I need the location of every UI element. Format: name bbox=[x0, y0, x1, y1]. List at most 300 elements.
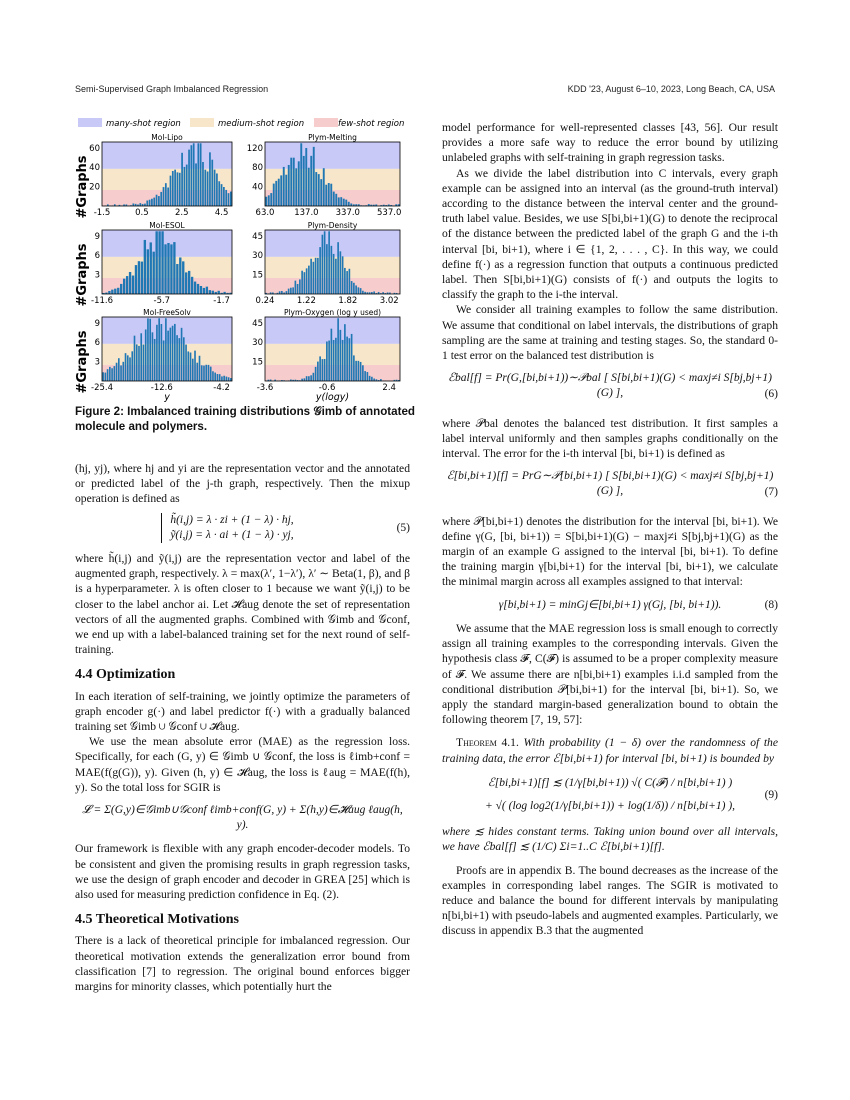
x-tick-label: 1.22 bbox=[296, 296, 316, 306]
histogram-bar bbox=[109, 367, 111, 381]
y-tick-label: 3 bbox=[94, 270, 100, 281]
histogram-bar bbox=[326, 341, 328, 381]
histogram-bar bbox=[326, 244, 328, 294]
histogram-bar bbox=[337, 242, 339, 294]
x-tick-label: 63.0 bbox=[255, 208, 275, 218]
histogram-bar bbox=[362, 365, 364, 381]
region-few bbox=[265, 190, 400, 206]
left-para-5: Our framework is flexible with any graph encoder-decoder models. To be consistent and given the promising results in graph regression tasks, we use the design of graph encoder and decoder in GREA [25] which is also used for measuring prediction confidence in Eq. (2). bbox=[75, 842, 410, 902]
histogram-bar bbox=[165, 183, 167, 206]
histogram-bar bbox=[138, 261, 140, 294]
histogram-bar bbox=[331, 246, 333, 294]
histogram-bar bbox=[325, 185, 327, 206]
histogram-bar bbox=[193, 143, 195, 206]
histogram-bar bbox=[192, 359, 194, 381]
histogram-bar bbox=[183, 337, 185, 381]
histogram-bar bbox=[305, 148, 307, 206]
histogram-bar bbox=[335, 259, 337, 294]
histogram-bar bbox=[223, 187, 225, 206]
equation-7 bbox=[442, 469, 778, 499]
histogram-bar bbox=[163, 187, 165, 206]
histogram-bar bbox=[310, 375, 312, 381]
histogram-bar bbox=[114, 289, 116, 294]
histogram-bar bbox=[197, 143, 199, 206]
histogram-bar bbox=[146, 201, 148, 206]
histogram-bar bbox=[120, 284, 122, 294]
panel-title: Plym-Oxygen (log y used) bbox=[283, 308, 382, 317]
region-many bbox=[102, 230, 232, 257]
histogram-bar bbox=[203, 366, 205, 381]
panel-title: Mol-ESOL bbox=[149, 221, 185, 230]
left-para-1: (hj, yj), where hj and yi are the representation vector and the annotated or predicted label of the j-th graph, respectively. Then the mixup operation is defined as bbox=[75, 462, 410, 506]
equation-8 bbox=[442, 598, 778, 613]
histogram-bar bbox=[218, 291, 220, 294]
histogram-bar bbox=[358, 361, 360, 381]
histogram-bar bbox=[278, 179, 280, 206]
histogram-bar bbox=[118, 358, 120, 381]
histogram-bar bbox=[165, 318, 167, 381]
histogram-bar bbox=[221, 376, 223, 381]
region-medium bbox=[102, 344, 232, 365]
histogram-bar bbox=[315, 258, 317, 294]
y-tick-label: 9 bbox=[94, 231, 100, 242]
panel-4 bbox=[91, 308, 232, 403]
histogram-bar bbox=[273, 184, 275, 206]
histogram-bar bbox=[185, 272, 187, 294]
histogram-bar bbox=[230, 192, 232, 206]
histogram-bar bbox=[319, 356, 321, 381]
left-para-4: We use the mean absolute error (MAE) as the regression loss. Specifically, for each (G, y) ∈ 𝒢imb ∪ 𝒢conf, the loss is ℓimb+conf = MAE(f(g(G)), y). Given (h, y) ∈ 𝓗aug, the loss is ℓaug = MAE(f(h), y). So the total loss for SGIR is bbox=[75, 735, 410, 794]
histogram-bar bbox=[283, 167, 285, 206]
x-tick-label: -11.6 bbox=[91, 296, 113, 306]
histogram-bar bbox=[172, 326, 174, 381]
x-tick-label: -25.4 bbox=[91, 383, 113, 393]
histogram-bar bbox=[275, 181, 277, 206]
histogram-bar bbox=[313, 262, 315, 294]
histogram-bar bbox=[299, 279, 301, 294]
histogram-bar bbox=[194, 351, 196, 381]
panel-3 bbox=[252, 221, 400, 306]
histogram-bar bbox=[345, 200, 347, 206]
histogram-bar bbox=[333, 192, 335, 206]
histogram-bar bbox=[333, 254, 335, 294]
histogram-bar bbox=[160, 192, 162, 206]
y-tick-label: 3 bbox=[94, 357, 100, 368]
y-tick-label: 120 bbox=[246, 143, 263, 154]
histogram-bar bbox=[344, 268, 346, 294]
x-tick-label: 0.24 bbox=[255, 296, 275, 306]
eq5-line-1: h̃(i,j) = λ · zi + (1 − λ) · hj, bbox=[170, 513, 294, 526]
eq9-line-2: + √( (log log2(1/γ[bi,bi+1)) + log(1/δ)) / n[bi,bi+1) ), bbox=[484, 799, 736, 812]
histogram-bar bbox=[286, 291, 288, 294]
panel-5 bbox=[252, 308, 400, 403]
histogram-bar bbox=[170, 244, 172, 294]
histogram-bar bbox=[167, 243, 169, 294]
histogram-bar bbox=[129, 272, 131, 294]
histogram-bar bbox=[310, 156, 312, 206]
y-tick-label: 20 bbox=[89, 182, 100, 193]
histogram-bar bbox=[147, 249, 149, 294]
x-tick-label: -1.7 bbox=[213, 296, 230, 306]
panel-title: Mol-FreeSolv bbox=[143, 308, 191, 317]
histogram-bar bbox=[279, 291, 281, 294]
histogram-bar bbox=[280, 175, 282, 206]
right-para-3: We consider all training examples to follow the same distribution. We assume that conditional on label intervals, the distributions of graph sampling are the same at training and testing stages. So, the standard 0-1 test error on the balanced test distribution is bbox=[442, 303, 778, 363]
eq8-number: (8) bbox=[764, 598, 778, 611]
histogram-bar bbox=[143, 345, 145, 381]
histogram-bar bbox=[295, 168, 297, 206]
legend-many: many-shot region bbox=[106, 119, 181, 129]
eq6-body: ℰbal[f] = Pr(G,[bi,bi+1))∼𝒫bal [ S[bi,bi+1)(G) < maxj≠i S[bj,bj+1)(G) ], bbox=[448, 372, 772, 400]
eq5-number: (5) bbox=[396, 521, 410, 534]
legend-medium: medium-shot region bbox=[218, 119, 305, 129]
histogram-bar bbox=[218, 181, 220, 206]
x-tick-label: 0.5 bbox=[135, 208, 149, 218]
histogram-bar bbox=[344, 324, 346, 381]
histogram-bar bbox=[330, 184, 332, 206]
region-medium bbox=[102, 257, 232, 278]
histogram-bar bbox=[149, 319, 151, 381]
histogram-bar bbox=[108, 291, 110, 294]
histogram-bar bbox=[217, 374, 219, 381]
histogram-bar bbox=[226, 377, 228, 381]
histogram-bar bbox=[362, 291, 364, 294]
histogram-bar bbox=[346, 337, 348, 381]
x-tick-label: -12.6 bbox=[150, 383, 173, 393]
histogram-bar bbox=[196, 363, 198, 381]
histogram-bar bbox=[319, 247, 321, 294]
histogram-bar bbox=[351, 334, 353, 381]
histogram-bar bbox=[323, 168, 325, 206]
equation-5 bbox=[75, 513, 410, 543]
right-para-5: where 𝒫[bi,bi+1) denotes the distribution for the interval [bi, bi+1). We define γ(G, [bi, bi+1)) = S[bi,bi+1)(G) − maxj≠i S[bj,bj+1)(G) as the margin of an example G assigned to the interval [bi, bi+1). To define the training margin γ[bi,bi+1) for the interval [bi, bi+1), we calculate the minimal margin across all examples assigned to that interval: bbox=[442, 514, 778, 589]
eq5-line-2: ỹ(i,j) = λ · ai + (1 − λ) · yj, bbox=[170, 528, 294, 541]
ylabel-row3: #Graphs bbox=[75, 330, 90, 394]
histogram-bar bbox=[310, 259, 312, 294]
x-tick-label: -0.6 bbox=[318, 383, 336, 393]
histogram-bar bbox=[111, 368, 113, 381]
figure-legend bbox=[78, 118, 404, 129]
region-medium bbox=[265, 257, 400, 278]
histogram-bar bbox=[228, 377, 230, 381]
histogram-bar bbox=[158, 318, 160, 381]
histogram-bar bbox=[111, 290, 113, 294]
y-tick-label: 6 bbox=[94, 338, 100, 349]
panel-2 bbox=[91, 221, 232, 306]
left-para-3: In each iteration of self-training, we jointly optimize the parameters of graph encoder g(·) and label predictor f(·) with a gradually balanced training set 𝒢imb ∪ 𝒢conf ∪ 𝓗aug. bbox=[75, 689, 410, 734]
histogram-bar bbox=[364, 371, 366, 381]
region-many bbox=[102, 317, 232, 344]
histogram-bar bbox=[340, 197, 342, 206]
y-tick-label: 9 bbox=[94, 318, 100, 329]
histogram-bar bbox=[190, 353, 192, 381]
y-tick-label: 45 bbox=[252, 318, 263, 329]
histogram-bar bbox=[176, 264, 178, 294]
histogram-bar bbox=[328, 231, 330, 294]
histogram-bar bbox=[306, 376, 308, 381]
histogram-bar bbox=[207, 171, 209, 206]
running-header-left: Semi-Supervised Graph Imbalanced Regression bbox=[75, 84, 269, 94]
histogram-bar bbox=[367, 372, 369, 381]
histogram-bar bbox=[285, 175, 287, 206]
histogram-bar bbox=[228, 193, 230, 206]
histogram-bar bbox=[174, 324, 176, 381]
y-tick-label: 60 bbox=[89, 143, 100, 154]
histogram-bar bbox=[288, 289, 290, 294]
histogram-bar bbox=[338, 197, 340, 206]
y-tick-label: 6 bbox=[94, 251, 100, 262]
right-para-1: model performance for well-represented classes [43, 56]. Our result provides a more safe way to reduce the error bound by utilizing unlabeled graphs with self-training in graph regression tasks. bbox=[442, 121, 778, 165]
x-tick-label: 2.4 bbox=[382, 383, 396, 393]
histogram-bar bbox=[212, 291, 214, 294]
ylabel-row2: #Graphs bbox=[75, 243, 90, 307]
histogram-bar bbox=[167, 331, 169, 381]
histogram-bar bbox=[179, 338, 181, 381]
histogram-bar bbox=[346, 271, 348, 294]
histogram-bar bbox=[335, 194, 337, 206]
eq9-number: (9) bbox=[764, 788, 778, 801]
eq6-number: (6) bbox=[764, 388, 778, 401]
histogram-bar bbox=[120, 365, 122, 381]
equation-6 bbox=[442, 371, 778, 401]
x-tick-label: 137.0 bbox=[294, 208, 319, 218]
histogram-bar bbox=[223, 376, 225, 381]
y-tick-label: 40 bbox=[89, 163, 100, 174]
histogram-bar bbox=[116, 363, 118, 381]
histogram-bar bbox=[318, 174, 320, 206]
histogram-bar bbox=[181, 153, 183, 206]
histogram-bar bbox=[355, 361, 357, 381]
histogram-bar bbox=[308, 376, 310, 381]
histogram-bar bbox=[209, 152, 211, 206]
x-tick-label: -3.6 bbox=[256, 383, 274, 393]
eq7-number: (7) bbox=[764, 486, 778, 499]
histogram-bar bbox=[139, 203, 141, 206]
right-para-4: where 𝒫bal denotes the balanced test distribution. It first samples a label interval uniformly and then samples graphs conditionally on the interval. The error for the i-th interval [bi, bi+1) is defined as bbox=[442, 416, 778, 461]
right-para-8: Proofs are in appendix B. The bound decreases as the increase of the examples in corresponding label ranges. The SGIR is motivated to reduce and balance the bound for different intervals by manipulating n[bi,bi+1) with pseudo-labels and augmented examples. Particularly, we discuss in appendix B.3 that the augmented bbox=[442, 863, 778, 938]
histogram-bar bbox=[202, 162, 204, 206]
eq7-body: ℰ[bi,bi+1)[f] = PrG∼𝒫[bi,bi+1) [ S[bi,bi+1)(G) < maxj≠i S[bj,bj+1)(G) ], bbox=[446, 470, 774, 498]
histogram-bar bbox=[179, 257, 181, 294]
y-tick-label: 80 bbox=[252, 163, 263, 174]
histogram-bar bbox=[140, 333, 142, 381]
y-tick-label: 30 bbox=[252, 338, 263, 349]
histogram-bar bbox=[153, 252, 155, 294]
histogram-bar bbox=[265, 197, 267, 206]
histogram-bar bbox=[331, 329, 333, 381]
histogram-bar bbox=[152, 332, 154, 381]
histogram-bar bbox=[369, 376, 371, 381]
histogram-bar bbox=[342, 340, 344, 381]
region-few bbox=[265, 365, 400, 381]
histogram-bar bbox=[158, 231, 160, 294]
histogram-bar bbox=[212, 371, 214, 381]
histogram-bar bbox=[155, 231, 157, 294]
x-tick-label: 537.0 bbox=[377, 208, 402, 218]
histogram-bar bbox=[214, 373, 216, 381]
histogram-bar bbox=[210, 367, 212, 381]
right-para-2: As we divide the label distribution into C intervals, every graph example can be assigned into an interval (as the ground-truth interval) according to the distance between the interval center and the ground-truth label value. Besides, we use S[bi,bi+1)(G) to denote the reciprocal of the distance between the predicted label of the graph G and the i-th interval [bi, bi+1), where i ∈ {1, 2, . . . , C}. In this way, we could define f(·) as a regression function that outputs a continuous predicted label. Then S[bi,bi+1)(G) consists of f(·) and outputs the logits to classify the graph to the i-the interval. bbox=[442, 166, 778, 302]
histogram-bar bbox=[214, 170, 216, 206]
histogram-bar bbox=[170, 328, 172, 381]
histogram-bar bbox=[177, 172, 179, 206]
histogram-bar bbox=[154, 339, 156, 381]
histogram-bar bbox=[322, 359, 324, 381]
histogram-bar bbox=[322, 235, 324, 294]
histogram-bar bbox=[134, 336, 136, 381]
panel-title: Plym-Melting bbox=[308, 133, 357, 142]
histogram-bar bbox=[292, 287, 294, 294]
histogram-bar bbox=[179, 173, 181, 206]
x-axis-label: y(logy) bbox=[315, 392, 350, 403]
running-header-right: KDD '23, August 6–10, 2023, Long Beach, CA, USA bbox=[567, 84, 775, 94]
histogram-bar bbox=[306, 268, 308, 294]
y-tick-label: 45 bbox=[252, 231, 263, 242]
panel-title: Mol-Lipo bbox=[151, 133, 183, 142]
histogram-bar bbox=[308, 266, 310, 294]
histogram-bar bbox=[182, 261, 184, 294]
histogram-bar bbox=[340, 251, 342, 294]
histogram-bar bbox=[114, 366, 116, 381]
histogram-bar bbox=[188, 150, 190, 206]
histogram-bar bbox=[360, 288, 362, 294]
histogram-bar bbox=[333, 340, 335, 381]
histogram-bar bbox=[328, 341, 330, 381]
histogram-bar bbox=[132, 276, 134, 294]
panel-1 bbox=[247, 133, 402, 218]
histogram-bar bbox=[349, 269, 351, 294]
region-many bbox=[265, 317, 400, 344]
histogram-bar bbox=[358, 287, 360, 294]
histogram-bar bbox=[105, 373, 107, 381]
histogram-bar bbox=[206, 287, 208, 294]
histogram-bar bbox=[153, 198, 155, 206]
histogram-bar bbox=[176, 335, 178, 381]
histogram-panels bbox=[89, 133, 401, 403]
histogram-bar bbox=[161, 324, 163, 381]
y-tick-label: 30 bbox=[252, 251, 263, 262]
histogram-bar bbox=[201, 365, 203, 381]
x-tick-label: 337.0 bbox=[335, 208, 360, 218]
histogram-bar bbox=[324, 231, 326, 294]
histogram-bar bbox=[301, 271, 303, 294]
histogram-bar bbox=[315, 367, 317, 381]
histogram-bar bbox=[337, 318, 339, 381]
panel-title: Plym-Density bbox=[307, 221, 358, 230]
histogram-bar bbox=[126, 276, 128, 294]
histogram-bar bbox=[200, 143, 202, 206]
histogram-bar bbox=[320, 179, 322, 206]
histogram-bar bbox=[150, 242, 152, 294]
histogram-bar bbox=[127, 355, 129, 381]
section-4-4-heading: 4.4 Optimization bbox=[75, 667, 176, 683]
histogram-bar bbox=[144, 240, 146, 294]
histogram-bar bbox=[225, 190, 227, 206]
histogram-bar bbox=[342, 256, 344, 294]
histogram-bar bbox=[138, 346, 140, 381]
histogram-bar bbox=[125, 353, 127, 381]
histogram-bar bbox=[348, 202, 350, 206]
histogram-bar bbox=[315, 172, 317, 206]
histogram-bar bbox=[185, 345, 187, 381]
histogram-bar bbox=[204, 170, 206, 206]
histogram-bar bbox=[324, 359, 326, 381]
histogram-bar bbox=[164, 244, 166, 294]
histogram-bar bbox=[195, 163, 197, 206]
histogram-bar bbox=[290, 158, 292, 206]
histogram-bar bbox=[151, 199, 153, 206]
histogram-bar bbox=[117, 288, 119, 294]
histogram-bar bbox=[349, 338, 351, 381]
histogram-bar bbox=[145, 329, 147, 381]
histogram-bar bbox=[172, 171, 174, 206]
histogram-bar bbox=[351, 281, 353, 294]
histogram-bar bbox=[335, 338, 337, 381]
histogram-bar bbox=[353, 283, 355, 294]
left-para-6: There is a lack of theoretical principle for imbalanced regression. Our theoretical motivation extends the generalization error bound from classification [7] to regression. The original bound enforces bigger margins for minority classes, which potentially hurt the bbox=[75, 934, 410, 994]
legend-few: few-shot region bbox=[338, 119, 405, 129]
histogram-bar bbox=[281, 291, 283, 294]
figure-caption: Figure 2: Imbalanced training distributions 𝒢imb of annotated molecule and polymers. bbox=[75, 405, 415, 433]
histogram-bar bbox=[123, 279, 125, 294]
x-tick-label: -4.2 bbox=[213, 383, 230, 393]
histogram-bar bbox=[317, 258, 319, 294]
histogram-bar bbox=[167, 188, 169, 206]
histogram-bar bbox=[270, 193, 272, 206]
theorem-4-1 bbox=[442, 735, 778, 765]
panel-0 bbox=[89, 133, 232, 218]
region-many bbox=[265, 230, 400, 257]
histogram-bar bbox=[184, 167, 186, 206]
histogram-bar bbox=[293, 158, 295, 206]
y-tick-label: 15 bbox=[252, 270, 263, 281]
histogram-bar bbox=[298, 161, 300, 206]
histogram-bar bbox=[297, 284, 299, 294]
histogram-bar bbox=[209, 290, 211, 294]
x-tick-label: -5.7 bbox=[153, 296, 171, 306]
histogram-bar bbox=[353, 355, 355, 381]
histogram-bar bbox=[230, 378, 232, 381]
histogram-bar bbox=[360, 362, 362, 381]
histogram-bar bbox=[149, 200, 151, 206]
x-tick-label: -1.5 bbox=[93, 208, 111, 218]
histogram-bar bbox=[129, 357, 131, 381]
right-column bbox=[442, 120, 778, 939]
histogram-bar bbox=[371, 377, 373, 381]
histogram-bar bbox=[313, 147, 315, 206]
x-tick-label: 3.02 bbox=[379, 296, 399, 306]
x-tick-label: 1.82 bbox=[338, 296, 358, 306]
histogram-bar bbox=[340, 330, 342, 381]
histogram-bar bbox=[308, 168, 310, 206]
histogram-bar bbox=[290, 288, 292, 294]
histogram-bar bbox=[174, 170, 176, 206]
histogram-bar bbox=[181, 328, 183, 381]
histogram-bar bbox=[313, 373, 315, 381]
region-medium bbox=[265, 344, 400, 365]
x-axis-label: y bbox=[164, 392, 170, 403]
region-medium bbox=[265, 169, 400, 190]
eq8-body: γ[bi,bi+1) = minGj∈[bi,bi+1) γ(Gj, [bi, bi+1)). bbox=[498, 598, 722, 611]
region-many bbox=[265, 142, 400, 169]
equation-9 bbox=[442, 776, 778, 814]
histogram-bar bbox=[288, 165, 290, 206]
histogram-bar bbox=[208, 365, 210, 381]
histogram-bar bbox=[343, 199, 345, 206]
histogram-bar bbox=[188, 271, 190, 294]
theorem-label: Theorem 4.1. bbox=[456, 736, 519, 750]
histogram-bar bbox=[303, 156, 305, 206]
